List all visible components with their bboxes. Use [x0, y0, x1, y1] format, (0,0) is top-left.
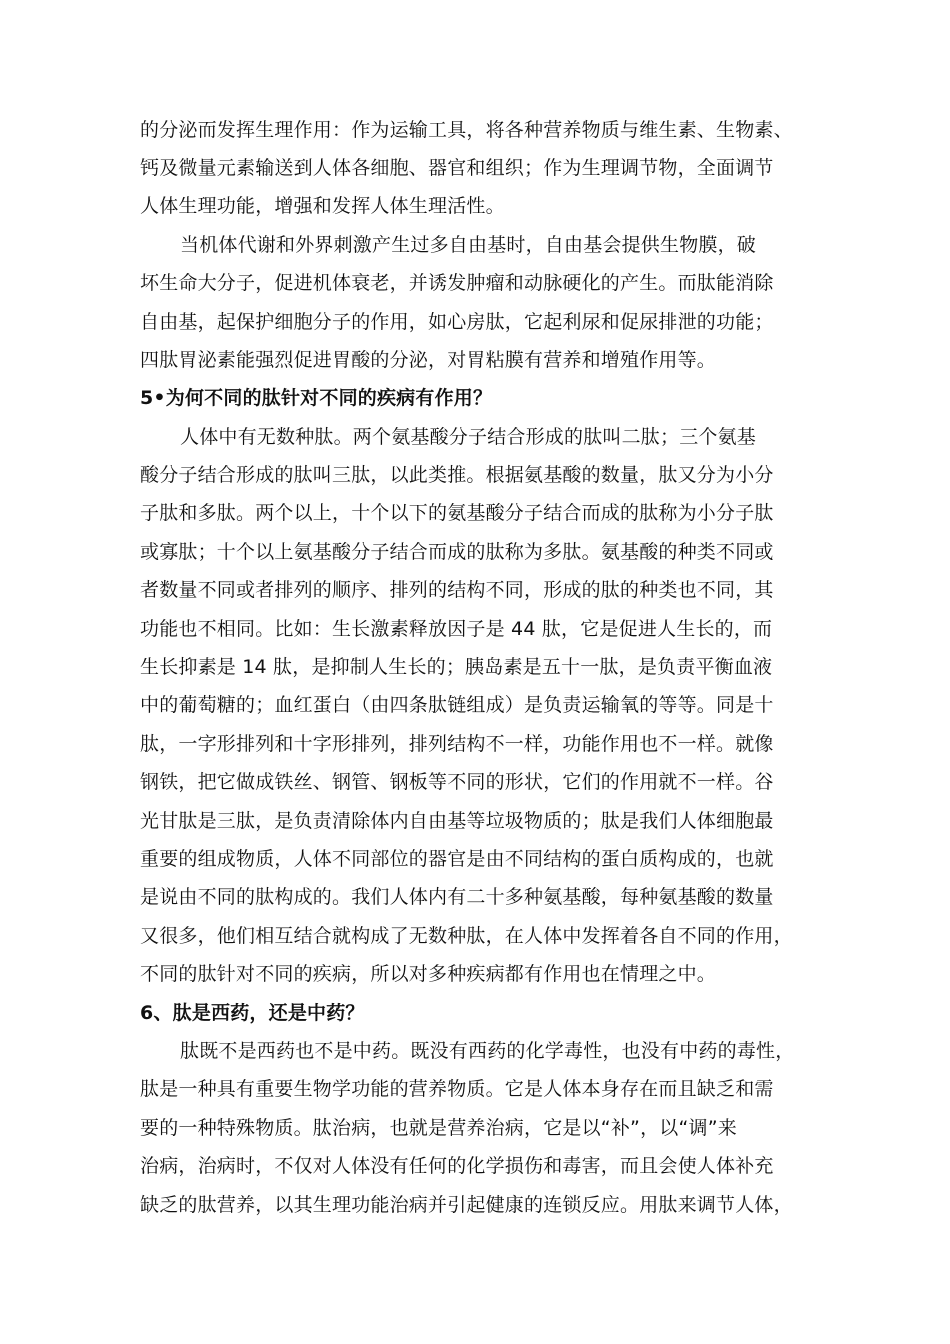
text-line: 钙及微量元素输送到人体各细胞、器官和组织；作为生理调节物，全面调节 [140, 157, 774, 179]
text-line: 肽既不是西药也不是中药。既没有西药的化学毒性，也没有中药的毒性， [180, 1040, 795, 1062]
text-line: 子肽和多肽。两个以上，十个以下的氨基酸分子结合而成的肽称为小分子肽 [140, 502, 774, 524]
text-line: 治病，治病时，不仅对人体没有任何的化学损伤和毒害，而且会使人体补充 [140, 1155, 774, 1177]
text-line: 酸分子结合形成的肽叫三肽，以此类推。根据氨基酸的数量，肽又分为小分 [140, 464, 774, 486]
text-line: 或寡肽；十个以上氨基酸分子结合而成的肽称为多肽。氨基酸的种类不同或 [140, 541, 774, 563]
text-line: 的分泌而发挥生理作用：作为运输工具，将各种营养物质与维生素、生物素、 [140, 119, 793, 141]
text-line: 坏生命大分子，促进机体衰老，并诱发肿瘤和动脉硬化的产生。而肽能消除 [140, 272, 774, 294]
text-line: 自由基，起保护细胞分子的作用，如心房肽，它起利尿和促尿排泄的功能； [140, 311, 774, 333]
text-line: 肽是一种具有重要生物学功能的营养物质。它是人体本身存在而且缺乏和需 [140, 1078, 774, 1100]
text-line: 要的一种特殊物质。肽治病，也就是营养治病，它是以“补”，以“调”来 [140, 1117, 737, 1139]
text-line: 人体生理功能，增强和发挥人体生理活性。 [140, 195, 505, 217]
text-line: 缺乏的肽营养，以其生理功能治病并引起健康的连锁反应。用肽来调节人体， [140, 1194, 793, 1216]
text-line: 钢铁，把它做成铁丝、钢管、钢板等不同的形状，它们的作用就不一样。谷 [140, 771, 774, 793]
text-line: 四肽胃泌素能强烈促进胃酸的分泌，对胃粘膜有营养和增殖作用等。 [140, 349, 717, 371]
text-line: 人体中有无数种肽。两个氨基酸分子结合形成的肽叫二肽；三个氨基 [180, 426, 757, 448]
section-heading: 5•为何不同的肽针对不同的疾病有作用？ [140, 387, 493, 409]
text-line: 又很多，他们相互结合就构成了无数种肽，在人体中发挥着各自不同的作用， [140, 925, 793, 947]
text-line: 是说由不同的肽构成的。我们人体内有二十多种氨基酸，每种氨基酸的数量 [140, 886, 774, 908]
text-line: 重要的组成物质，人体不同部位的器官是由不同结构的蛋白质构成的，也就 [140, 848, 774, 870]
text-line: 中的葡萄糖的；血红蛋白（由四条肽链组成）是负责运输氧的等等。同是十 [140, 694, 774, 716]
text-line: 者数量不同或者排列的顺序、排列的结构不同，形成的肽的种类也不同，其 [140, 579, 774, 601]
text-line: 肽，一字形排列和十字形排列，排列结构不一样，功能作用也不一样。就像 [140, 733, 774, 755]
text-line: 光甘肽是三肽，是负责清除体内自由基等垃圾物质的；肽是我们人体细胞最 [140, 810, 774, 832]
text-line: 当机体代谢和外界刺激产生过多自由基时，自由基会提供生物膜，破 [180, 234, 757, 256]
section-heading: 6、肽是西药，还是中药？ [140, 1002, 365, 1024]
text-line: 功能也不相同。比如：生长激素释放因子是 44 肽，它是促进人生长的，而 [140, 618, 773, 640]
text-line: 不同的肽针对不同的疾病，所以对多种疾病都有作用也在情理之中。 [140, 963, 717, 985]
text-line: 生长抑素是 14 肽，是抑制人生长的；胰岛素是五十一肽，是负责平衡血液 [140, 656, 773, 678]
